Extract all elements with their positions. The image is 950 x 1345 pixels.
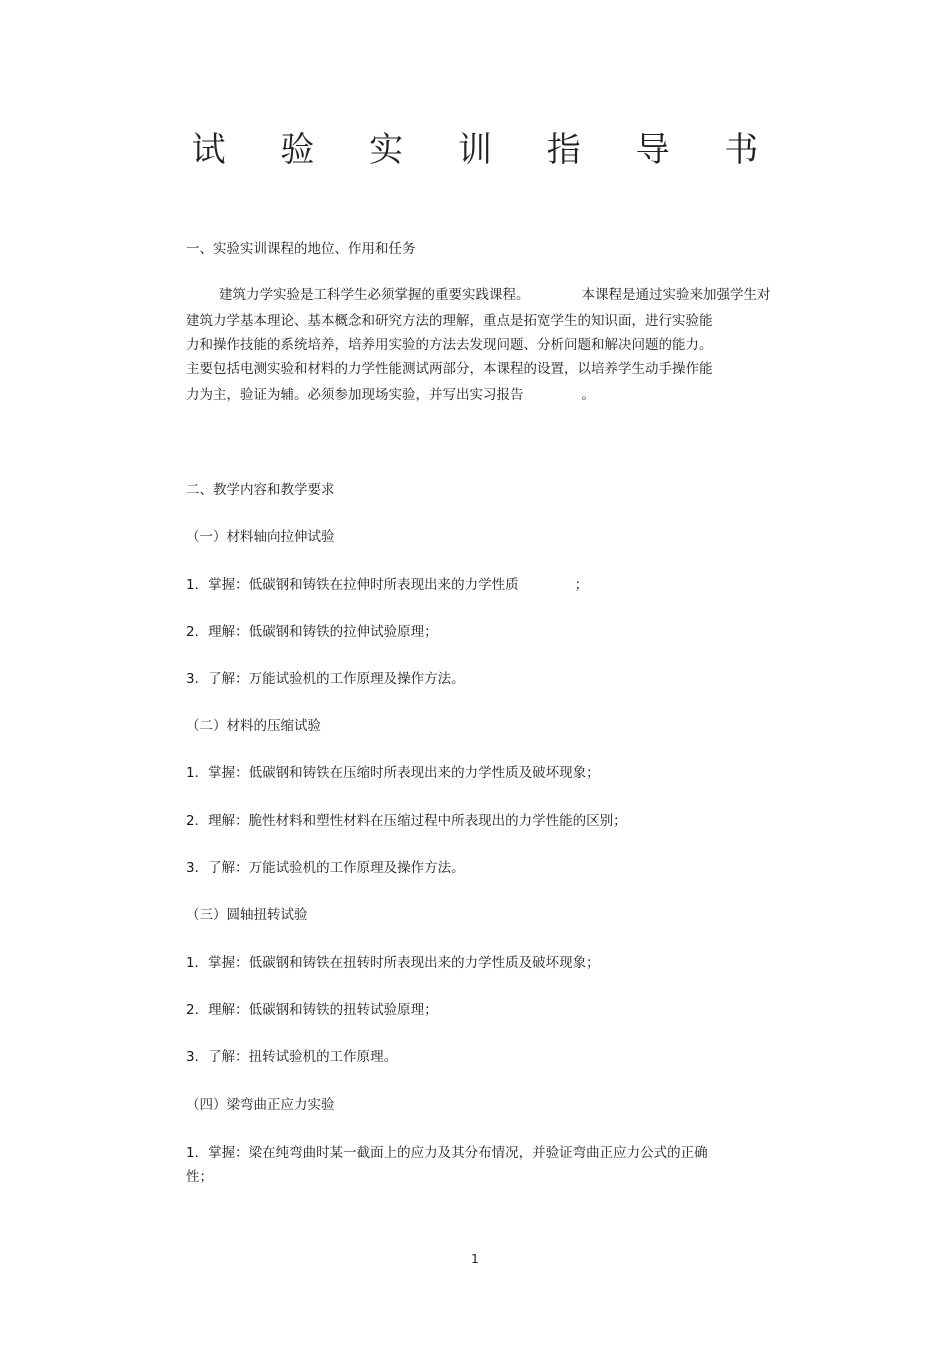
sub1-item3: 3．了解：万能试验机的工作原理及操作方法。: [186, 671, 465, 687]
sub4-heading: （四）梁弯曲正应力实验: [186, 1097, 335, 1113]
sub2-heading: （二）材料的压缩试验: [186, 718, 321, 734]
sub4-item1-line2: 性；: [186, 1169, 213, 1185]
sub1-item1: [186, 576, 588, 594]
sub3-item2: 2．理解：低碳钢和铸铁的扭转试验原理；: [186, 1002, 438, 1018]
sub1-item1-text: 1．掌握：低碳钢和铸铁在拉伸时所表现出来的力学性质: [186, 577, 519, 593]
sub4-item1-line1: 1．掌握：梁在纯弯曲时某一截面上的应力及其分布情况，并验证弯曲正应力公式的正确: [186, 1145, 708, 1161]
sub3-item1: 1．掌握：低碳钢和铸铁在扭转时所表现出来的力学性质及破坏现象；: [186, 955, 600, 971]
sub3-item3: 3．了解：扭转试验机的工作原理。: [186, 1049, 398, 1065]
section1-para-line3: 力和操作技能的系统培养，培养用实验的方法去发现问题、分析问题和解决问题的能力。: [186, 337, 713, 353]
section1-para-line5: [186, 386, 595, 404]
para-line1-part-b: 本课程是通过实验来加强学生对: [581, 287, 771, 303]
section2-heading: 二、教学内容和教学要求: [186, 482, 335, 498]
sub1-item2: 2．理解：低碳钢和铸铁的拉伸试验原理；: [186, 624, 438, 640]
para-line5-part-a: 力为主，验证为辅。必须参加现场实验，并写出实习报告: [186, 387, 524, 403]
para-line5-part-b: 。: [581, 387, 595, 403]
section1-para-line1: [219, 286, 771, 304]
sub1-item1-punct: ；: [574, 577, 589, 593]
sub2-item2: 2．理解：脆性材料和塑性材料在压缩过程中所表现出的力学性能的区别；: [186, 813, 627, 829]
sub2-item3: 3．了解：万能试验机的工作原理及操作方法。: [186, 860, 465, 876]
section1-para-line2: 建筑力学基本理论、基本概念和研究方法的理解，重点是拓宽学生的知识面，进行实验能: [186, 313, 713, 329]
para-line1-part-a: 建筑力学实验是工科学生必须掌握的重要实践课程。: [219, 287, 530, 303]
sub2-item1: 1．掌握：低碳钢和铸铁在压缩时所表现出来的力学性质及破坏现象；: [186, 765, 600, 781]
section1-para-line4: 主要包括电测实验和材料的力学性能测试两部分，本课程的设置，以培养学生动手操作能: [186, 361, 713, 377]
section1-heading: 一、实验实训课程的地位、作用和任务: [186, 241, 416, 257]
sub1-heading: （一）材料轴向拉伸试验: [186, 529, 335, 545]
page-number: 1: [471, 1252, 479, 1266]
document-title: 试 验 实 训 指 导 书: [191, 130, 781, 170]
sub3-heading: （三）圆轴扭转试验: [186, 907, 308, 923]
